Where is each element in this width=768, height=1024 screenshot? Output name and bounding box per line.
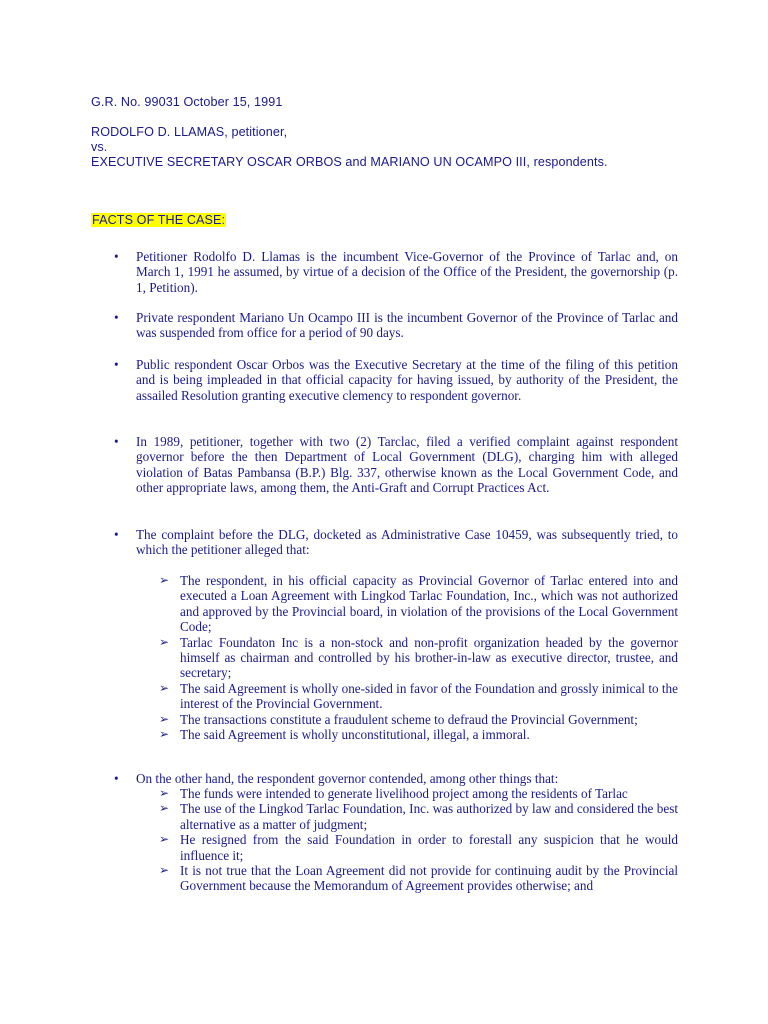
arrow-bullet-icon: ➢	[159, 727, 170, 742]
arrow-bullet-icon: ➢	[159, 786, 170, 800]
bullet-icon: •	[114, 434, 119, 449]
fact-item	[114, 357, 678, 403]
fact-item	[114, 434, 678, 496]
case-number-and-date: G.R. No. 99031 October 15, 1991	[91, 95, 283, 109]
allegation-item	[159, 635, 678, 681]
allegation-item	[159, 681, 678, 712]
allegation-text: The said Agreement is wholly one-sided in favor of the Foundation and grossly inimical to the interest of the Provincial Government.	[180, 680, 678, 712]
petitioner-line: RODOLFO D. LLAMAS, petitioner,	[91, 125, 288, 139]
fact-text: On the other hand, the respondent governor contended, among other things that:	[136, 771, 559, 786]
fact-item	[114, 527, 678, 558]
fact-item	[114, 310, 678, 341]
fact-text: Private respondent Mariano Un Ocampo III is the incumbent Governor of the Province of Tarlac and was suspended from office for a period of 90 days.	[136, 310, 678, 341]
allegation-text: The transactions constitute a fraudulent scheme to defraud the Provincial Government;	[180, 711, 638, 727]
arrow-bullet-icon: ➢	[159, 573, 170, 587]
bullet-icon: •	[114, 249, 119, 264]
arrow-bullet-icon: ➢	[159, 801, 170, 816]
contention-item	[159, 863, 678, 894]
allegation-item	[159, 712, 678, 727]
fact-text: Petitioner Rodolfo D. Llamas is the incumbent Vice-Governor of the Province of Tarlac and, on March 1, 1991 he assumed, by virtue of a decision of the Office of the President, the governorship (p. 1, Petition).	[136, 249, 678, 295]
arrow-bullet-icon: ➢	[159, 863, 170, 878]
bullet-icon: •	[114, 527, 119, 542]
fact-text: Public respondent Oscar Orbos was the Executive Secretary at the time of the filing of this petition and is being impleaded in that official capacity for having issued, by authority of the President, the assailed Resolution granting executive clemency to respondent governor.	[136, 357, 678, 403]
versus-line: vs.	[91, 140, 108, 154]
contention-item	[159, 801, 678, 832]
allegation-item	[159, 573, 678, 635]
arrow-bullet-icon: ➢	[159, 711, 170, 726]
contention-text: The use of the Lingkod Tarlac Foundation, Inc. was authorized by law and considered the best alternative as a matter of judgment;	[180, 801, 678, 832]
bullet-icon: •	[114, 357, 119, 372]
bullet-icon: •	[114, 310, 119, 325]
contention-text: He resigned from the said Foundation in order to forestall any suspicion that he would influence it;	[180, 832, 678, 863]
fact-item	[114, 771, 678, 786]
arrow-bullet-icon: ➢	[159, 634, 170, 649]
allegation-text: Tarlac Foundaton Inc is a non-stock and non-profit organization headed by the governor himself as chairman and controlled by his brother-in-law as executive director, trustee, and secretary;	[180, 634, 678, 681]
allegation-item	[159, 727, 678, 742]
bullet-icon: •	[114, 771, 119, 786]
contention-text: It is not true that the Loan Agreement did not provide for continuing audit by the Provincial Government because the Memorandum of Agreement provides otherwise; and	[180, 863, 678, 894]
contention-item	[159, 786, 678, 801]
case-header	[91, 95, 711, 170]
fact-text: The complaint before the DLG, docketed as Administrative Case 10459, was subsequently tried, to which the petitioner alleged that:	[136, 527, 678, 558]
fact-text: In 1989, petitioner, together with two (2) Tarclac, filed a verified complaint against respondent governor before the then Department of Local Government (DLG), charging him with alleged violation of Batas Pambansa (B.P.) Blg. 337, otherwise known as the Local Government Code, and other appropriate laws, among them, the Anti-Graft and Corrupt Practices Act.	[136, 434, 678, 496]
governor-contentions-list	[159, 786, 678, 894]
arrow-bullet-icon: ➢	[159, 680, 170, 695]
arrow-bullet-icon: ➢	[159, 832, 170, 847]
allegation-text: The said Agreement is wholly unconstitutional, illegal, a immoral.	[180, 727, 530, 743]
petitioner-allegations-list	[159, 573, 678, 742]
allegation-text: The respondent, in his official capacity as Provincial Governor of Tarlac entered into and executed a Loan Agreement with Lingkod Tarlac Foundation, Inc., which was not authorized and approved by the Provincial board, in violation of the provisions of the Local Government Code;	[180, 573, 678, 635]
contention-text: The funds were intended to generate livelihood project among the residents of Tarlac	[180, 786, 628, 801]
contention-item	[159, 832, 678, 863]
fact-item	[114, 249, 678, 295]
facts-heading	[91, 213, 226, 228]
respondents-line: EXECUTIVE SECRETARY OSCAR ORBOS and MARIANO UN OCAMPO III, respondents.	[91, 155, 608, 169]
facts-heading-highlight: FACTS OF THE CASE:	[92, 213, 226, 227]
